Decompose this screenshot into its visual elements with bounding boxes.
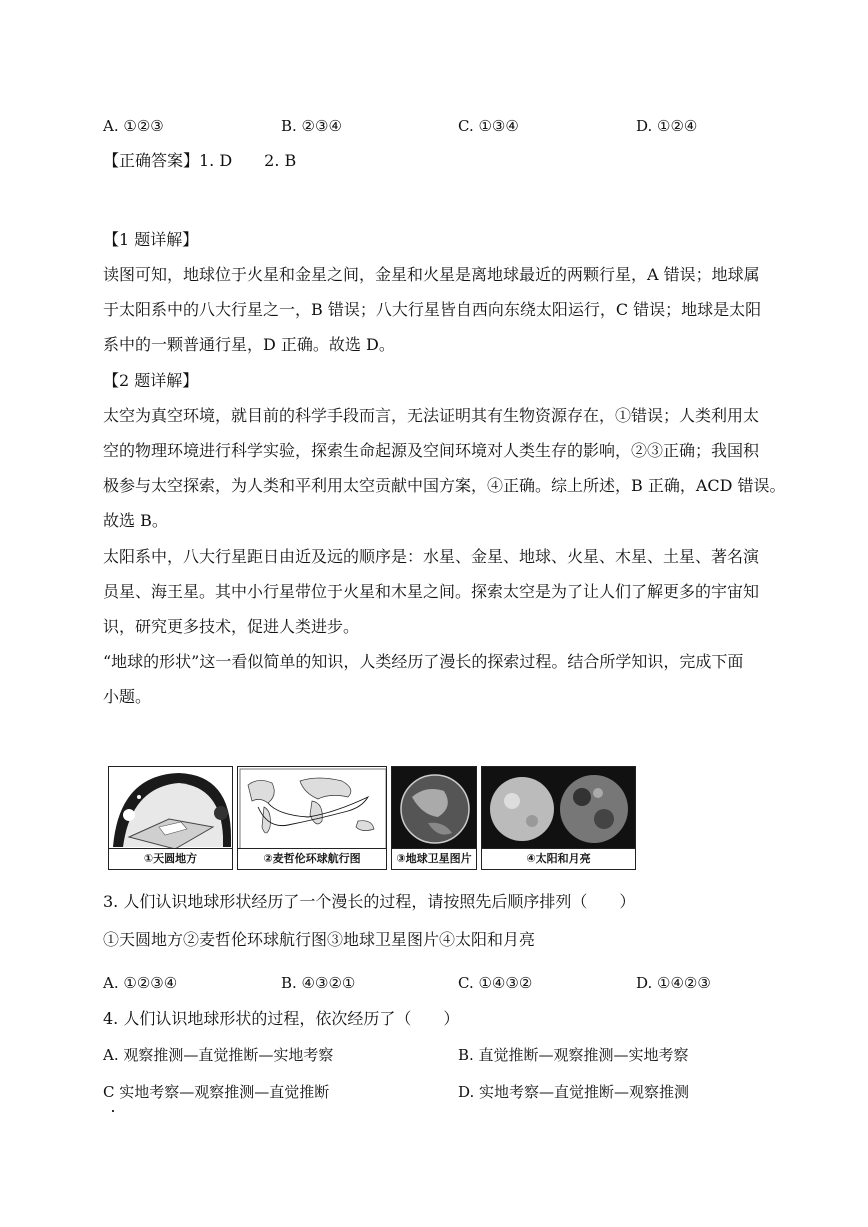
q3-items: ①天圆地方②麦哲伦环球航行图③地球卫星图片④太阳和月亮	[103, 930, 536, 949]
explain1-line: 于太阳系中的八大行星之一，B 错误；八大行星皆自西向东绕太阳运行，C 错误；地球是太阳	[103, 300, 762, 319]
q3-stem: 3. 人们认识地球形状经历了一个漫长的过程，请按照先后顺序排列（ ）	[103, 892, 636, 911]
figure-panel-magellan-map	[237, 766, 387, 870]
q3-option-a: A. ①②③④	[103, 974, 178, 992]
voyage-map-illustration	[238, 767, 387, 851]
figure-panel-sky-dome	[108, 766, 233, 870]
explain2-line: “地球的形状”这一看似简单的知识，人类经历了漫长的探索过程。结合所学知识，完成下面	[103, 652, 744, 671]
q2-option-b: B. ②③④	[281, 117, 342, 135]
q3-option-c: C. ①④③②	[458, 974, 533, 992]
explain2-line: 太空为真空环境，就目前的科学手段而言，无法证明其有生物资源存在，①错误；人类利用太	[103, 406, 760, 425]
sky-dome-illustration	[109, 767, 233, 851]
explain2-line: 极参与太空探索，为人类和平利用太空贡献中国方案，④正确。综上所述，B 正确，ACD 错误。	[103, 476, 786, 495]
q2-option-c: C. ①③④	[458, 117, 519, 135]
explain1-line: 系中的一颗普通行星，D 正确。故选 D。	[103, 335, 395, 354]
figure-panel-sun-moon	[481, 766, 636, 870]
q3-option-b: B. ④③②①	[281, 974, 356, 992]
figure-caption: ③地球卫星图片	[392, 848, 476, 869]
explain2-title: 【2 题详解】	[103, 371, 199, 390]
q2-option-d: D. ①②④	[636, 117, 698, 135]
explain2-line: 空的物理环境进行科学实验，探索生命起源及空间环境对人类生存的影响，②③正确；我国积	[103, 441, 760, 460]
answer-line: 【正确答案】1. D 2. B	[103, 151, 297, 170]
explain1-line: 读图可知，地球位于火星和金星之间，金星和火星是离地球最近的两颗行星，A 错误；地球属	[103, 265, 760, 284]
earth-shape-figure	[108, 766, 636, 870]
q3-option-d: D. ①④②③	[636, 974, 711, 992]
q4-option-c: C 实地考察—观察推测—直觉推断	[103, 1083, 330, 1101]
q4-stem: 4. 人们认识地球形状的过程，依次经历了（ ）	[103, 1009, 460, 1028]
q2-option-a: A. ①②③	[103, 117, 164, 135]
figure-caption: ①天圆地方	[109, 848, 232, 869]
earth-photo-illustration	[392, 767, 477, 851]
explain1-title: 【1 题详解】	[103, 230, 199, 249]
figure-panel-satellite-earth	[391, 766, 477, 870]
figure-caption: ④太阳和月亮	[482, 848, 635, 869]
explain2-line: 员星、海王星。其中小行星带位于火星和木星之间。探索太空是为了让人们了解更多的宇宙知	[103, 582, 760, 601]
q4-option-a: A. 观察推测—直觉推断—实地考察	[103, 1046, 334, 1064]
explain2-line: 故选 B。	[103, 511, 168, 530]
explain2-line: 太阳系中，八大行星距日由近及远的顺序是：水星、金星、地球、火星、木星、土星、著名演	[103, 547, 760, 566]
sun-moon-illustration	[482, 767, 636, 851]
figure-caption: ②麦哲伦环球航行图	[238, 848, 386, 869]
explain2-line: 识，研究更多技术，促进人类进步。	[103, 617, 360, 636]
q4-option-d: D. 实地考察—直觉推断—观察推测	[458, 1083, 690, 1101]
q4-option-b: B. 直觉推断—观察推测—实地考察	[458, 1046, 689, 1064]
explain2-line: 小题。	[103, 687, 152, 706]
stray-mark	[112, 1110, 114, 1112]
